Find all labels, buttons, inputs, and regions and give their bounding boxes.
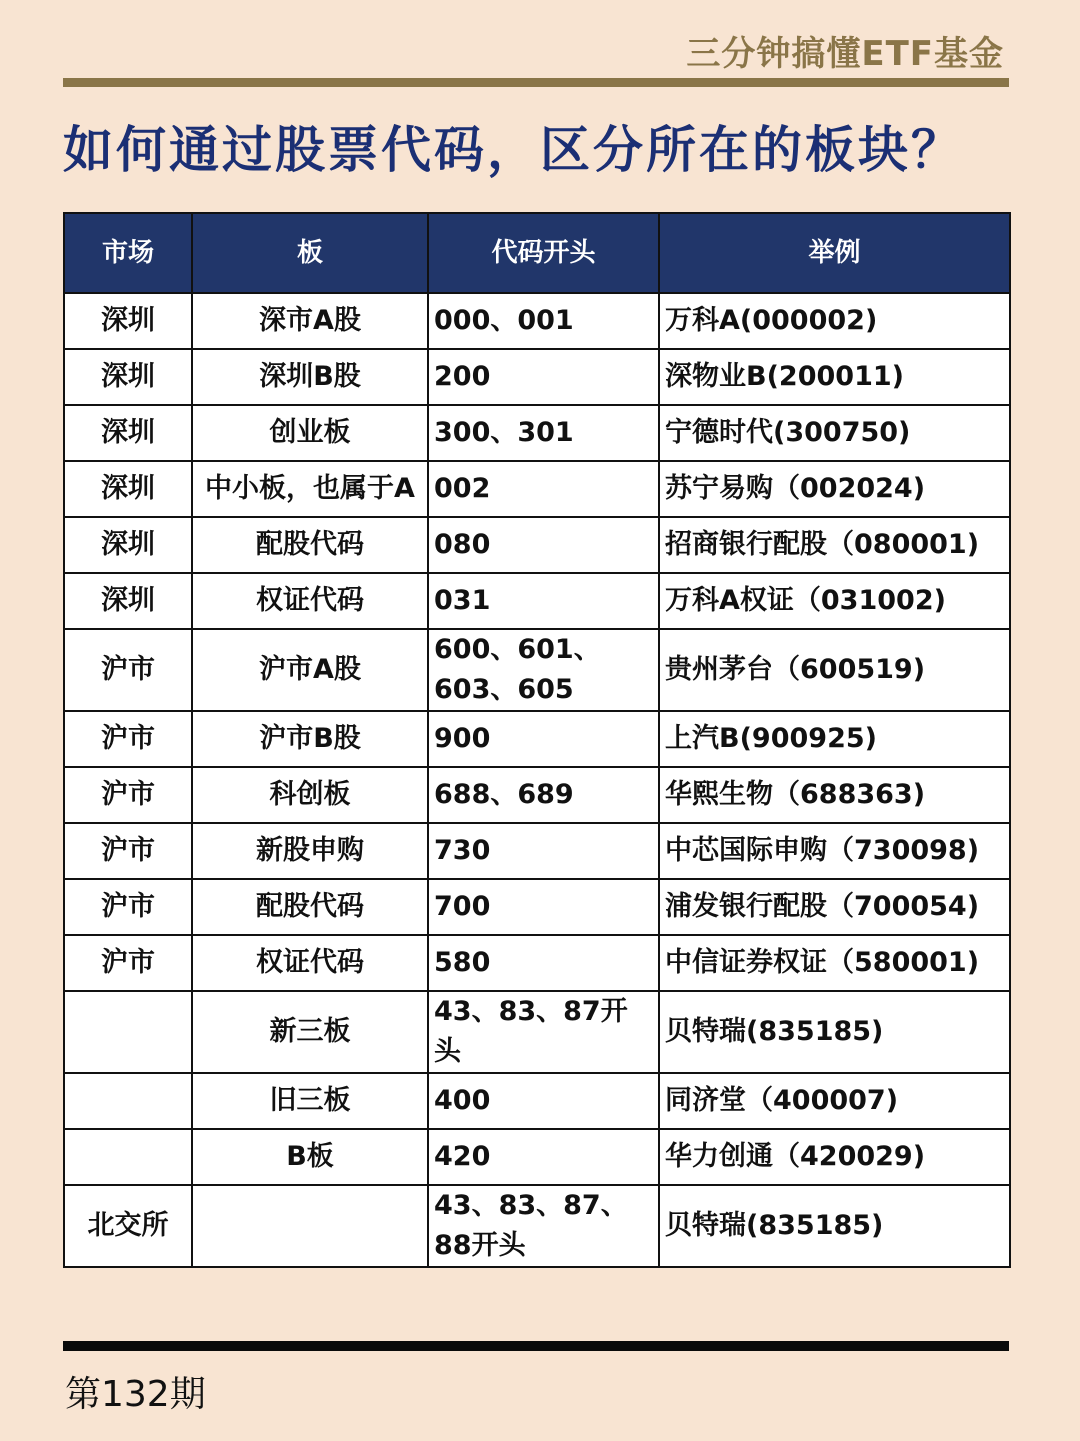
cell-market: 沪市 (64, 711, 192, 767)
table-row (64, 461, 1010, 517)
cell-code: 700 (428, 879, 659, 935)
cell-market: 深圳 (64, 293, 192, 349)
cell-code: 002 (428, 461, 659, 517)
cell-example: 同济堂（400007) (659, 1073, 1010, 1129)
cell-board: 沪市A股 (192, 629, 428, 711)
cell-example: 万科A权证（031002) (659, 573, 1010, 629)
table-row (64, 517, 1010, 573)
cell-board: 配股代码 (192, 517, 428, 573)
cell-market: 沪市 (64, 629, 192, 711)
column-header-board: 板 (192, 213, 428, 293)
cell-market (64, 991, 192, 1073)
table-row (64, 991, 1010, 1073)
cell-market: 沪市 (64, 935, 192, 991)
cell-code: 080 (428, 517, 659, 573)
cell-board (192, 1185, 428, 1267)
table-row (64, 879, 1010, 935)
column-header-example: 举例 (659, 213, 1010, 293)
issue-number: 第132期 (65, 1374, 206, 1415)
cell-market (64, 1073, 192, 1129)
page-title: 如何通过股票代码，区分所在的板块？ (63, 121, 964, 179)
column-header-code-prefix: 代码开头 (428, 213, 659, 293)
table-row (64, 405, 1010, 461)
cell-code: 580 (428, 935, 659, 991)
cell-code: 400 (428, 1073, 659, 1129)
cell-example: 深物业B(200011) (659, 349, 1010, 405)
cell-example: 宁德时代(300750) (659, 405, 1010, 461)
cell-board: 新三板 (192, 991, 428, 1073)
table-row (64, 767, 1010, 823)
cell-code: 688、689 (428, 767, 659, 823)
cell-code: 031 (428, 573, 659, 629)
cell-board: 沪市B股 (192, 711, 428, 767)
cell-code: 600、601、603、605 (428, 629, 659, 711)
cell-board: B板 (192, 1129, 428, 1185)
cell-market: 深圳 (64, 573, 192, 629)
cell-board: 权证代码 (192, 935, 428, 991)
bottom-divider (63, 1341, 1009, 1351)
cell-market: 深圳 (64, 349, 192, 405)
cell-board: 权证代码 (192, 573, 428, 629)
cell-code: 200 (428, 349, 659, 405)
column-header-market: 市场 (64, 213, 192, 293)
cell-example: 招商银行配股（080001) (659, 517, 1010, 573)
code-table-container (63, 212, 1009, 1268)
cell-code: 300、301 (428, 405, 659, 461)
top-divider (63, 78, 1009, 87)
table-row (64, 349, 1010, 405)
cell-example: 贝特瑞(835185) (659, 1185, 1010, 1267)
cell-example: 中芯国际申购（730098) (659, 823, 1010, 879)
cell-code: 730 (428, 823, 659, 879)
cell-example: 华熙生物（688363) (659, 767, 1010, 823)
cell-board: 中小板，也属于A (192, 461, 428, 517)
cell-board: 旧三板 (192, 1073, 428, 1129)
cell-example: 万科A(000002) (659, 293, 1010, 349)
table-row (64, 711, 1010, 767)
table-row (64, 1185, 1010, 1267)
cell-market: 北交所 (64, 1185, 192, 1267)
cell-market (64, 1129, 192, 1185)
stock-code-table (63, 212, 1011, 1268)
cell-code: 420 (428, 1129, 659, 1185)
cell-code: 900 (428, 711, 659, 767)
cell-market: 深圳 (64, 517, 192, 573)
table-header-row (64, 213, 1010, 293)
cell-board: 深市A股 (192, 293, 428, 349)
cell-example: 华力创通（420029) (659, 1129, 1010, 1185)
cell-example: 贝特瑞(835185) (659, 991, 1010, 1073)
cell-market: 沪市 (64, 823, 192, 879)
cell-market: 沪市 (64, 879, 192, 935)
series-title: 三分钟搞懂ETF基金 (686, 34, 1004, 74)
cell-example: 苏宁易购（002024) (659, 461, 1010, 517)
cell-market: 深圳 (64, 461, 192, 517)
cell-code: 43、83、87、88开头 (428, 1185, 659, 1267)
cell-board: 创业板 (192, 405, 428, 461)
cell-example: 中信证券权证（580001) (659, 935, 1010, 991)
cell-code: 43、83、87开头 (428, 991, 659, 1073)
cell-market: 深圳 (64, 405, 192, 461)
cell-example: 上汽B(900925) (659, 711, 1010, 767)
cell-board: 配股代码 (192, 879, 428, 935)
cell-example: 浦发银行配股（700054) (659, 879, 1010, 935)
table-row (64, 629, 1010, 711)
table-row (64, 935, 1010, 991)
cell-code: 000、001 (428, 293, 659, 349)
table-row (64, 293, 1010, 349)
cell-example: 贵州茅台（600519) (659, 629, 1010, 711)
table-row (64, 1129, 1010, 1185)
table-row (64, 823, 1010, 879)
cell-market: 沪市 (64, 767, 192, 823)
cell-board: 科创板 (192, 767, 428, 823)
table-row (64, 573, 1010, 629)
cell-board: 深圳B股 (192, 349, 428, 405)
cell-board: 新股申购 (192, 823, 428, 879)
table-row (64, 1073, 1010, 1129)
